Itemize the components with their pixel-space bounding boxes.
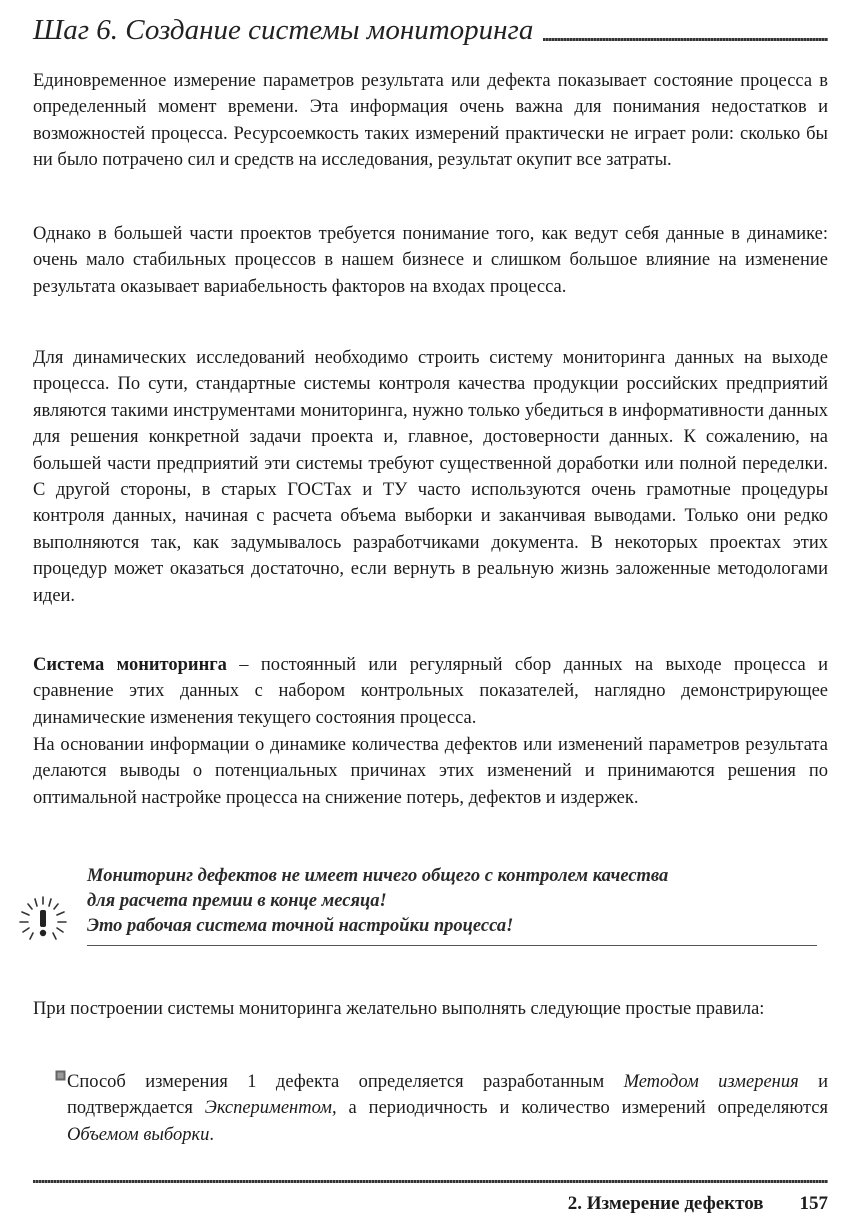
- paragraph-3: Для динамических исследований необходимо строить систему мониторинга данных на выходе процесса. По сути, стандартные системы контроля качества продукции российских предприятий являются такими инструментами мониторинга, нужно только убедиться в информативности данных для решения конкретной задачи проекта и, главное, достоверности данных. К сожалению, на большей части предприятий эти системы требуют существенной доработки или полной переделки. С другой стороны, в старых ГОСТах и ТУ часто используются очень грамотные процедуры контроля данных, начиная с расчета объема выборки и заканчивая выводами. Только они редко выполняются так, как задумывалось разработчиками документа. В некоторых проектах этих процедур может оказаться достаточно, если вернуть в реальную жизнь заложенные методологами идеи.: [33, 348, 828, 606]
- paragraph-2: Однако в большей части проектов требуется понимание того, как ведут себя данные в динамике: очень мало стабильных процессов в нашем бизнесе и слишком большое влияние на изменение результата оказывает вариабельность факторов на входах процесса.: [33, 224, 828, 297]
- footer-section-title: 2. Измерение дефектов: [567, 1193, 764, 1214]
- callout-rule: [87, 945, 817, 946]
- footer-rule: [33, 1180, 828, 1183]
- paragraph-1: Единовременное измерение параметров результата или дефекта показывает состояние процесса в определенный момент времени. Эта информация очень важна для понимания недостатков и возможностей процесса. Ресурсоемкость таких измерений практически не играет роли: сколько бы ни было потрачено сил и средств на исследования, результат окупит все затраты.: [33, 71, 828, 171]
- callout-line-1: Мониторинг дефектов не имеет ничего общего с контролем качества: [87, 866, 669, 886]
- list-item-emphasis-1: Методом измерения: [623, 1072, 799, 1092]
- page-footer: [568, 1193, 828, 1215]
- definition-term: Система мониторинга: [33, 655, 227, 675]
- square-bullet-icon: [53, 1068, 68, 1083]
- list-item-text-3: , а периодичность и количество измерений определяются: [331, 1098, 828, 1119]
- callout-line-3: Это рабочая система точной настройки процесса!: [87, 916, 514, 936]
- header-rule: [543, 38, 828, 41]
- paragraph-definition: [33, 652, 828, 731]
- paragraph-4: На основании информации о динамике количества дефектов или изменений параметров результата делаются выводы о потенциальных причинах этих изменений и принимаются решения по оптимальной настройке процесса на снижение потерь, дефектов и издержек.: [33, 735, 828, 808]
- list-item-emphasis-3: Объемом выборки: [67, 1124, 210, 1145]
- list-item-text-4: .: [209, 1124, 214, 1145]
- definition-text: – постоянный или регулярный сбор данных на выходе процесса и сравнение этих данных с набором контрольных показателей, наглядно демонстрирующее динамические изменения текущего состояния процесса.: [33, 655, 828, 728]
- list-item: [67, 1069, 828, 1148]
- page-header: [33, 8, 828, 48]
- page-title: Шаг 6. Создание системы мониторинга: [33, 14, 534, 46]
- list-item-emphasis-2: Экспериментом: [204, 1098, 332, 1119]
- list-item-text-2: и подтверждается: [67, 1072, 828, 1119]
- callout-line-2: для расчета премии в конце месяца!: [87, 891, 387, 911]
- paragraph-5: При построении системы мониторинга желательно выполнять следующие простые правила:: [33, 999, 765, 1019]
- page-number: 157: [799, 1193, 828, 1214]
- exclamation-burst-icon: [17, 895, 69, 943]
- callout-note: [87, 864, 809, 939]
- list-item-text-1: Способ измерения 1 дефекта определяется разработанным: [67, 1072, 624, 1092]
